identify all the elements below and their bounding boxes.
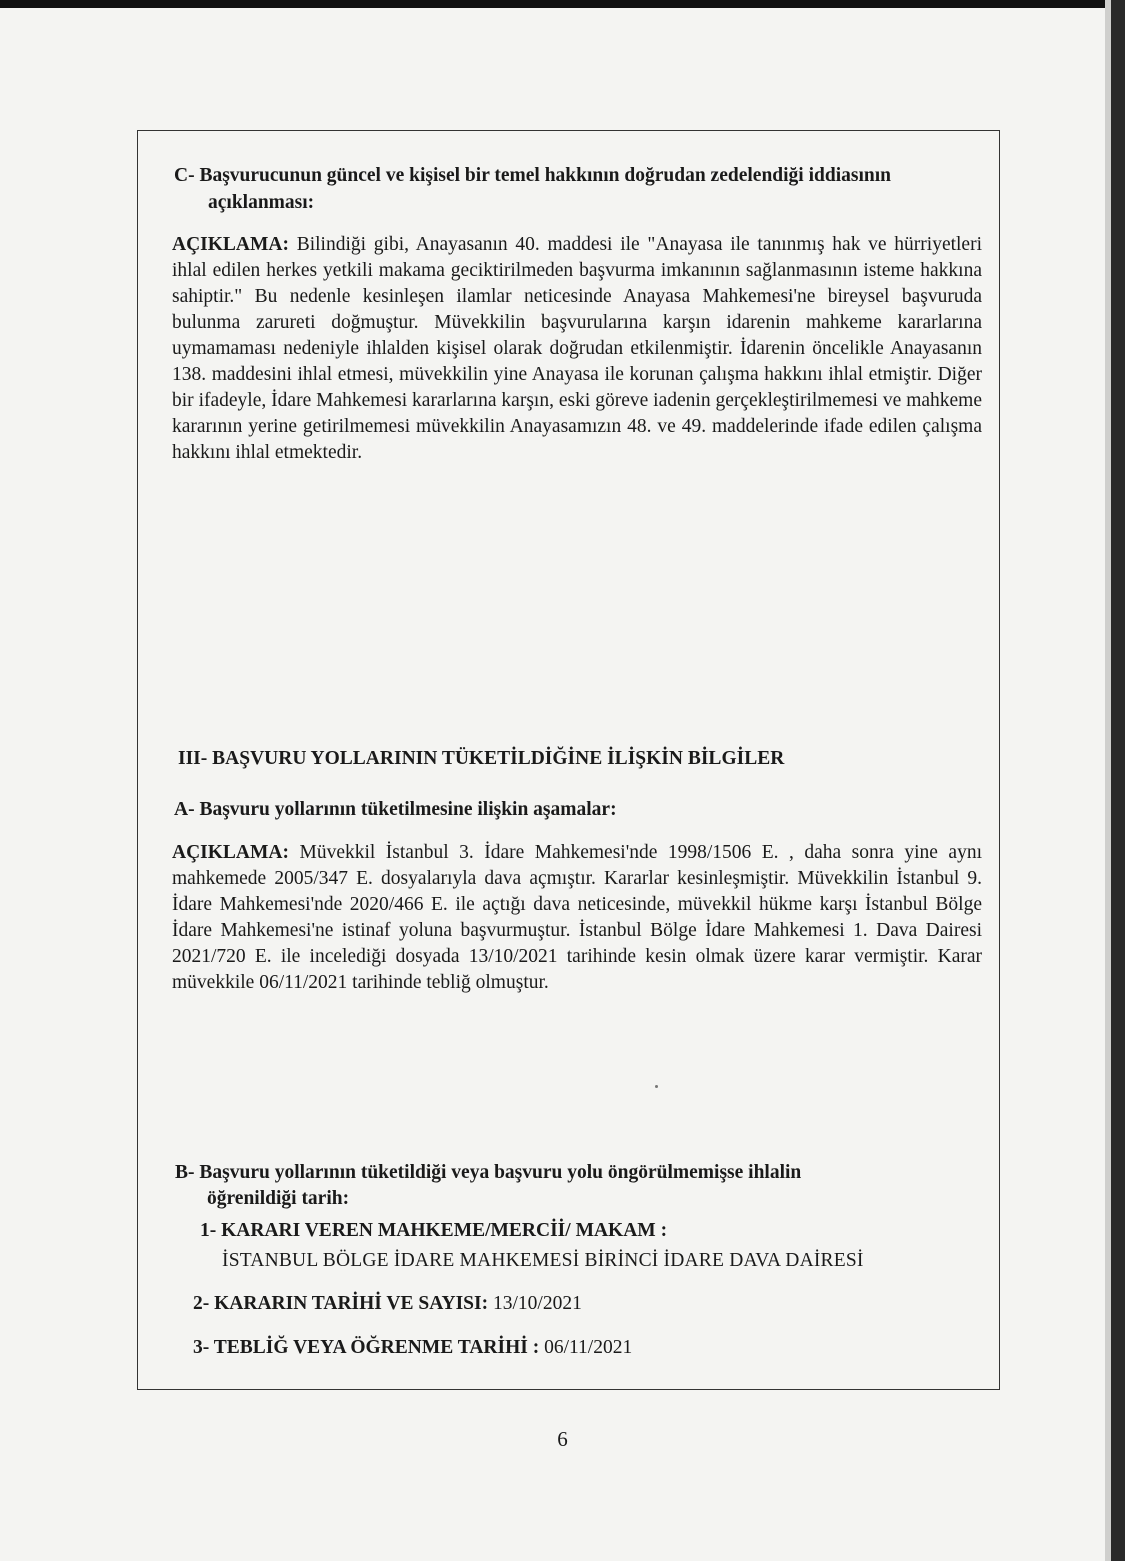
section-a-heading: A- Başvuru yollarının tüketilmesine ilişkin aşamalar: [174, 799, 617, 820]
scan-edge-right [1111, 0, 1125, 1561]
section-iii-heading: III- BAŞVURU YOLLARININ TÜKETİLDİĞİNE İLİŞKİN BİLGİLER [178, 748, 785, 769]
item-2-label: 2- KARARIN TARİHİ VE SAYISI: [193, 1293, 489, 1314]
section-c-heading-cont: açıklanması: [208, 192, 315, 213]
item-2 [193, 1291, 582, 1317]
item-3 [193, 1335, 632, 1361]
section-c-paragraph [172, 232, 982, 466]
section-c-heading: C- Başvurucunun güncel ve kişisel bir temel hakkının doğrudan zedelendiği iddiasının [174, 165, 891, 186]
section-b-heading-cont: öğrenildiği tarih: [207, 1188, 350, 1209]
item-3-label: 3- TEBLİĞ VEYA ÖĞRENME TARİHİ : [193, 1337, 540, 1358]
section-a-text: Müvekkil İstanbul 3. İdare Mahkemesi'nde 1998/1506 E. , daha sonra yine aynı mahkemede 2005/347 E. dosyalarıyla dava açmıştır. Kararlar kesinleşmiştir. Müvekkilin İstanbul 9. İdare Mahkemesi'nde 2020/466 E. ile açtığı dava neticesinde, müvekkil hükme karşı İstanbul Bölge İdare Mahkemesi'ne istinaf yoluna başvurmuştur. İstanbul Bölge İdare Mahkemesi 1. Dava Dairesi 2021/720 E. ile incelediği dosyada 13/10/2021 tarihinde kesin olmak üzere karar vermiştir. Karar müvekkile 06/11/2021 tarihinde tebliğ olmuştur. [172, 842, 982, 993]
page-number: 6 [557, 1427, 568, 1451]
section-c-text: Bilindiği gibi, Anayasanın 40. maddesi ile "Anayasa ile tanınmış hak ve hürriyetleri ihlal edilen herkes yetkili makama geciktirilmeden başvurma imkanının sağlanmasının isteme hakkına sahiptir." Bu nedenle kesinleşen ilamlar neticesinde Anayasa Mahkemesi'ne bireysel başvuruda bulunma zarureti doğmuştur. Müvekkilin başvurularına karşın idarenin mahkeme kararlarına uymamaması nedeniyle ihlalden kişisel olarak doğrudan etkilenmiştir. İdarenin öncelikle Anayasanın 138. maddesini ihlal etmesi, müvekkilin yine Anayasa ile korunan çalışma hakkını ihlal etmiştir. Diğer bir ifadeyle, İdare Mahkemesi kararlarına karşın, eski göreve iadenin gerçekleştirilmemesi ve mahkeme kararının yerine getirilmemesi müvekkilin Anayasamızın 48. ve 49. maddelerinde ifade edilen çalışma hakkını ihlal etmektedir. [172, 234, 983, 463]
item-1-label: 1- KARARI VEREN MAHKEME/MERCİİ/ MAKAM : [200, 1220, 668, 1241]
item-1-value: İSTANBUL BÖLGE İDARE MAHKEMESİ BİRİNCİ İDARE DAVA DAİRESİ [222, 1250, 864, 1271]
section-b-heading: B- Başvuru yollarının tüketildiği veya başvuru yolu öngörülmemişse ihlalin [175, 1162, 802, 1183]
section-a-paragraph [172, 840, 982, 996]
scan-edge-top [0, 0, 1125, 8]
item-3-value: 06/11/2021 [544, 1337, 633, 1358]
scan-speck [655, 1085, 658, 1088]
item-2-value: 13/10/2021 [492, 1293, 582, 1314]
section-a-label: AÇIKLAMA: [172, 842, 289, 863]
section-c-label: AÇIKLAMA: [172, 234, 289, 255]
